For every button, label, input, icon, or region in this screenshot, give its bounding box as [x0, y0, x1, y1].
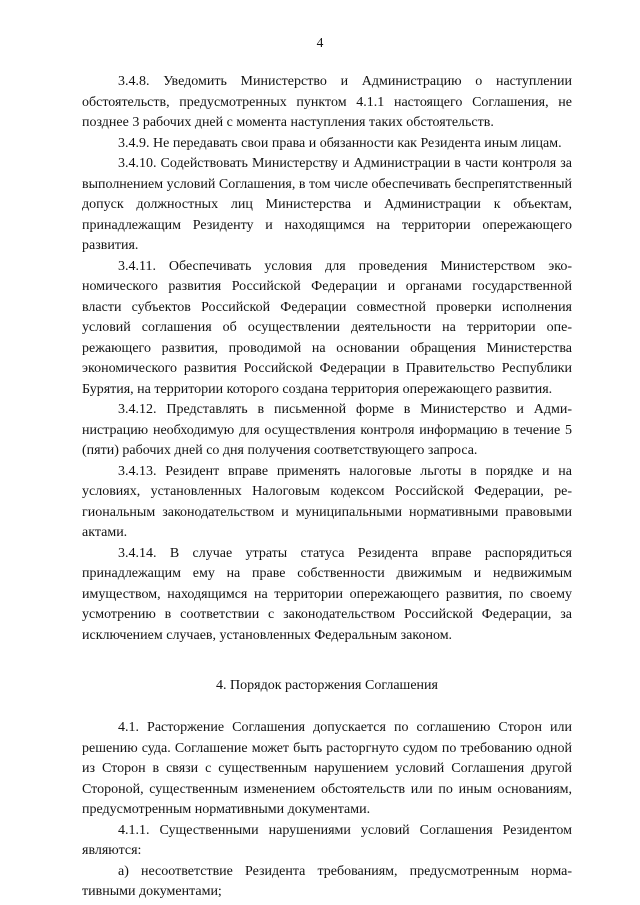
paragraph-3-4-12: 3.4.12. Представлять в письменной форме в Министерство и Администрацию необходимую для осуществления контроля информацию в течение 5 (пяти) рабочих дней со дня получения соответствующего запроса. — [82, 402, 572, 458]
paragraph-3-4-14: 3.4.14. В случае утраты статуса Резидента вправе распорядиться принадлежащим ему на праве собственности движимым и недвижимым имуществом, находящимся на территории опережающего развития, по своему усмотрению в соответствии с законодательством Российской Федерации, за исключением случаев, установленных Федеральным законом. — [82, 545, 572, 643]
page-number: 4 — [316, 35, 324, 50]
paragraph-3-4-13: 3.4.13. Резидент вправе применять налоговые льготы в порядке и на условиях, установленных Налоговым кодексом Российской Федерации, региональным законодательством и муниципальными нормативными правовыми актами. — [82, 463, 572, 540]
paragraph-3-4-8: 3.4.8. Уведомить Министерство и Администрацию о наступлении обстоятельств, предусмотренных пунктом 4.1.1 настоящего Соглашения, не позднее 3 рабочих дней с момента наступления таких обстоятельств. — [82, 74, 572, 130]
paragraph-4-1: 4.1. Расторжение Соглашения допускается по соглашению Сторон или решению суда. Соглашение может быть расторгнуто судом по требованию одной из Сторон в связи с существенным нарушением условий Соглашения другой Стороной, существенным изменением обстоятельств или по иным основаниям, предусмотренным нормативными документами. — [82, 720, 572, 817]
paragraph-3-4-11: 3.4.11. Обеспечивать условия для проведения Министерством экономического развития Российской Федерации и органами государственной власти субъектов Российской Федерации совместной проверки исполнения условий соглашения об осуществлении деятельности на территории опережающего развития, проводимой на основании обращения Министерства экономического развития Российской Федерации в Правительство Республики Бурятия, на территории которого создана территория опережающего развития. — [82, 258, 572, 397]
paragraph-3-4-10: 3.4.10. Содействовать Министерству и Администрации в части контроля за выполнением условий Соглашения, в том числе обеспечивать беспрепятственный допуск должностных лиц Министерства и Администрации к объектам, принадлежащим Резиденту и находящимся на территории опережающего развития. — [82, 156, 572, 253]
paragraph-4-1-1-a: а) несоответствие Резидента требованиям, предусмотренным нормативными документами; — [82, 863, 572, 899]
paragraph-3-4-9: 3.4.9. Не передавать свои права и обязанности как Резидента иным лицам. — [118, 135, 562, 151]
section-heading: 4. Порядок расторжения Соглашения — [216, 678, 438, 693]
document-body — [82, 72, 572, 903]
paragraph-4-1-1: 4.1.1. Существенными нарушениями условий Соглашения Резидентом являются: — [82, 822, 572, 858]
